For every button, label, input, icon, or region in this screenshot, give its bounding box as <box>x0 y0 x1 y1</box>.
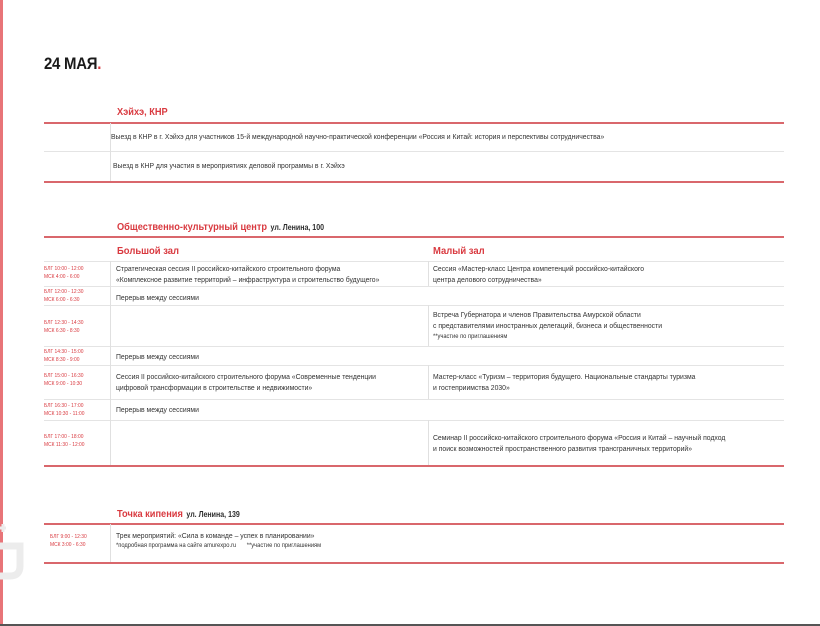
section-title-text: Хэйхэ, КНР <box>117 106 168 118</box>
session-line: и гостеприимства 2030» <box>433 383 510 392</box>
session-small-hall <box>433 309 662 342</box>
rule-top <box>44 236 784 238</box>
session-line: Семинар II российско-китайского строительного форума «Россия и Китай – научный подход <box>433 433 726 442</box>
track-title: Трек мероприятий: «Сила в команде – успех в планировании» <box>116 531 315 540</box>
time-slot <box>44 320 84 335</box>
session-line: Сессия «Мастер-класс Центра компетенций российско-китайского <box>433 264 645 273</box>
track-event <box>116 530 321 551</box>
session-small-hall <box>433 371 695 393</box>
invitation-note: **участие по приглашениям <box>433 333 508 340</box>
section-culture-center-table <box>44 236 784 468</box>
date-dot: . <box>97 54 102 73</box>
session-small-hall <box>433 432 725 454</box>
session-line: «Комплексное развитие территорий – инфраструктура и строительство будущего» <box>116 275 380 284</box>
time-msk: МСК 11:30 - 12:00 <box>44 441 85 448</box>
hall-big-header: Большой зал <box>117 245 180 257</box>
table-row: Выезд в КНР в г. Хэйхэ для участников 15-й международной научно-практической конференции «Россия и Китай: история и перспективы сотрудничества» <box>111 132 605 141</box>
time-slot <box>44 349 84 364</box>
row-divider <box>44 365 784 366</box>
time-slot <box>44 403 85 418</box>
time-msk: МСК 8:30 - 9:00 <box>44 356 80 363</box>
session-big-hall <box>116 371 376 393</box>
date-text: 24 МАЯ <box>44 54 98 73</box>
time-msk: МСК 3:00 - 6:30 <box>50 541 86 548</box>
time-blg: БЛГ 14:30 - 15:00 <box>44 349 84 355</box>
section-heihe-table <box>44 122 784 184</box>
table-row: Выезд в КНР для участия в мероприятиях деловой программы в г. Хэйхэ <box>113 161 345 170</box>
session-line: центра делового сотрудничества» <box>433 275 542 284</box>
session-line: Мастер-класс «Туризм – территория будущего. Национальные стандарты туризма <box>433 372 696 381</box>
section-title-text: Точка кипения <box>117 508 183 520</box>
hall-column-divider <box>428 365 429 399</box>
time-msk: МСК 10:30 - 11:00 <box>44 410 85 417</box>
time-slot <box>44 373 84 388</box>
row-divider <box>44 346 784 347</box>
section-address: ул. Ленина, 139 <box>186 510 240 519</box>
session-line: с представителями иностранных делегаций, бизнеса и общественности <box>433 321 663 330</box>
break-big-hall: Перерыв между сессиями <box>116 405 199 414</box>
time-column-divider <box>110 261 111 465</box>
time-column-divider <box>110 524 111 562</box>
watermark-logo-icon <box>0 510 24 580</box>
time-blg: БЛГ 9:00 - 12:30 <box>50 534 87 540</box>
session-line: цифровой трансформации в строительстве и недвижимости» <box>116 383 313 392</box>
hall-column-divider <box>428 305 429 346</box>
page-date-title <box>44 54 101 74</box>
rule-top <box>44 122 784 124</box>
hall-column-divider <box>428 261 429 286</box>
section-boiling-point-title <box>117 508 240 520</box>
rule-top <box>44 523 784 525</box>
session-line: Встреча Губернатора и членов Правительства Амурской области <box>433 310 641 319</box>
time-blg: БЛГ 12:30 - 14:30 <box>44 320 84 326</box>
row-divider <box>44 151 784 152</box>
time-msk: МСК 4:00 - 6:00 <box>44 273 80 280</box>
hall-column-divider <box>428 420 429 465</box>
hall-small-header: Малый зал <box>433 245 485 257</box>
time-slot <box>44 434 85 449</box>
session-line: Стратегическая сессия II российско-китайского строительного форума <box>116 264 341 273</box>
row-divider <box>44 399 784 400</box>
section-boiling-point-table <box>44 523 784 565</box>
time-blg: БЛГ 15:00 - 16:30 <box>44 373 84 379</box>
time-blg: БЛГ 16:30 - 17:00 <box>44 403 84 409</box>
time-blg: БЛГ 10:00 - 12:00 <box>44 266 84 272</box>
break-big-hall: Перерыв между сессиями <box>116 352 199 361</box>
row-divider <box>44 261 784 262</box>
time-msk: МСК 6:00 - 6:30 <box>44 296 80 303</box>
time-slot <box>44 266 84 281</box>
invitation-note: **участие по приглашениям <box>246 542 322 549</box>
break-big-hall: Перерыв между сессиями <box>116 293 199 302</box>
section-title-text: Общественно-культурный центр <box>117 221 268 233</box>
rule-bottom <box>44 562 784 564</box>
section-heihe-title <box>117 106 168 118</box>
section-culture-center-title <box>117 221 324 233</box>
session-small-hall <box>433 263 644 285</box>
time-slot <box>50 534 87 549</box>
time-msk: МСК 9:00 - 10:30 <box>44 380 83 387</box>
row-divider <box>44 305 784 306</box>
time-msk: МСК 6:30 - 8:30 <box>44 327 80 334</box>
rule-bottom <box>44 465 784 467</box>
row-divider <box>44 420 784 421</box>
session-line: Сессия II российско-китайского строительного форума «Современные тенденции <box>116 372 376 381</box>
time-blg: БЛГ 12:00 - 12:30 <box>44 289 84 295</box>
track-notes <box>116 541 321 551</box>
time-slot <box>44 289 84 304</box>
section-address: ул. Ленина, 100 <box>270 223 325 232</box>
time-blg: БЛГ 17:00 - 18:00 <box>44 434 84 440</box>
rule-bottom <box>44 181 784 183</box>
row-divider <box>44 286 784 287</box>
website-note: *подробная программа на сайте amurexpo.ru <box>116 542 237 549</box>
session-big-hall <box>116 263 379 285</box>
session-line: и поиск возможностей пространственного развития трансграничных территорий» <box>433 444 693 453</box>
